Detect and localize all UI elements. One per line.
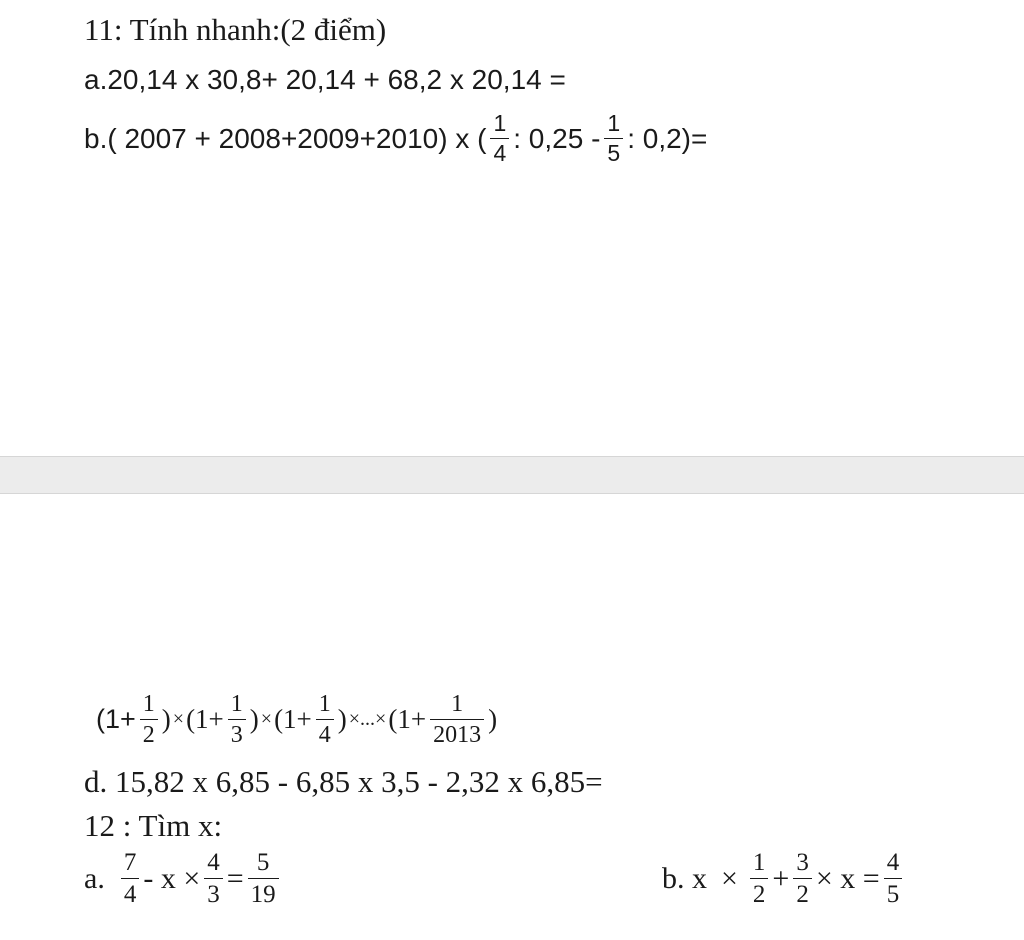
fraction-denominator: 4	[121, 878, 140, 907]
plus-sign: +	[772, 861, 790, 895]
ellipsis-product: ×...×	[348, 708, 387, 730]
fraction-one-quarter	[316, 692, 334, 747]
times-sign: ×	[172, 708, 185, 730]
fraction-one-third	[228, 692, 246, 747]
fraction-denominator: 3	[204, 878, 223, 907]
part-b-middle: : 0,25 -	[513, 122, 601, 154]
question-11-part-b	[84, 112, 707, 165]
fraction-numerator: 1	[607, 110, 621, 136]
part-a-operator: - x ×	[143, 861, 201, 895]
question-11-title: 11: Tính nhanh:(2 điểm)	[84, 12, 387, 47]
fraction-numerator: 1	[752, 849, 766, 876]
expr-open-n: (1+	[388, 704, 427, 734]
fraction-seven-quarters	[121, 850, 140, 907]
fraction-five-nineteenths	[248, 850, 279, 907]
part-b-suffix: : 0,2)=	[627, 122, 708, 154]
expr-close-paren: )	[249, 704, 259, 734]
part-b-prefix: b.( 2007 + 2008+2009+2010) x (	[84, 122, 487, 154]
fraction-denominator: 2	[793, 878, 812, 907]
fraction-four-fifths	[884, 850, 903, 907]
part-b-operator: × x =	[815, 861, 880, 895]
fraction-denominator: 4	[316, 719, 334, 747]
fraction-numerator: 7	[123, 849, 137, 876]
fraction-denominator: 2	[140, 719, 158, 747]
fraction-numerator: 5	[256, 849, 270, 876]
fraction-numerator: 4	[886, 849, 900, 876]
question-12-part-a	[84, 850, 283, 907]
expr-open-2: (1+	[186, 704, 224, 734]
fraction-one-half	[750, 850, 769, 907]
fraction-numerator: 1	[142, 691, 155, 717]
fraction-numerator: 1	[493, 110, 507, 136]
expr-open: (1+	[96, 704, 136, 734]
question-12-part-b	[662, 850, 906, 907]
fraction-numerator: 4	[207, 849, 220, 876]
fraction-one-over-2013	[430, 692, 484, 747]
fraction-four-thirds	[204, 850, 223, 907]
fraction-denominator: 5	[604, 138, 623, 165]
question-11-part-c-expression	[96, 692, 497, 747]
fraction-numerator: 3	[796, 849, 809, 876]
fraction-one-quarter	[490, 112, 509, 165]
question-11-part-d: d. 15,82 x 6,85 - 6,85 x 3,5 - 2,32 x 6,85=	[84, 764, 603, 799]
expr-close: )	[488, 704, 498, 734]
question-12-title: 12 : Tìm x:	[84, 808, 223, 843]
part-b-label: b. x	[662, 861, 707, 895]
fraction-numerator: 1	[230, 691, 243, 717]
fraction-one-fifth	[604, 112, 623, 165]
fraction-three-halves	[793, 850, 812, 907]
page-separator	[0, 456, 1024, 494]
question-11-part-a: a.20,14 x 30,8+ 20,14 + 68,2 x 20,14 =	[84, 64, 566, 95]
expr-close-paren: )	[337, 704, 347, 734]
equals-sign: =	[226, 861, 244, 895]
fraction-denominator: 4	[490, 138, 509, 165]
fraction-numerator: 1	[318, 691, 331, 717]
times-sign: ×	[260, 708, 273, 730]
fraction-denominator: 5	[884, 878, 903, 907]
fraction-denominator: 2	[750, 878, 769, 907]
fraction-denominator: 2013	[430, 719, 484, 747]
expr-open-3: (1+	[274, 704, 312, 734]
fraction-one-half	[140, 692, 158, 747]
part-a-label: a.	[84, 861, 105, 895]
times-sign: ×	[721, 861, 738, 895]
fraction-denominator: 19	[248, 878, 279, 907]
expr-close-paren: )	[161, 704, 171, 734]
fraction-denominator: 3	[228, 719, 246, 747]
fraction-numerator: 1	[451, 691, 464, 717]
